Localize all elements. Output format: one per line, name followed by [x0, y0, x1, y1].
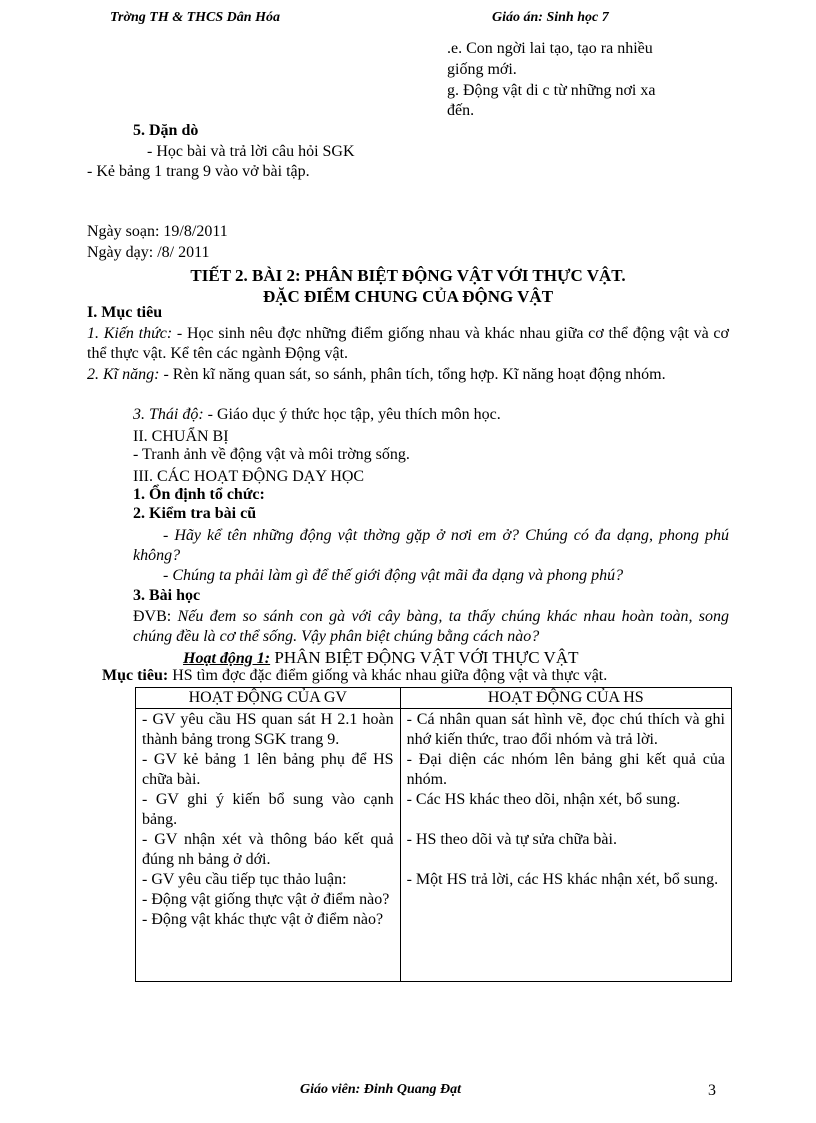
spacer: [407, 810, 725, 830]
hs-item: - Một HS trả lời, các HS khác nhận xét, bổ sung.: [406, 871, 719, 888]
prep-date: Ngày soạn: 19/8/2011: [87, 223, 228, 240]
col-header-gv: HOẠT ĐỘNG CỦA GV: [136, 688, 401, 709]
activities-heading: III. CÁC HOẠT ĐỘNG DẠY HỌC: [133, 468, 365, 485]
activity1-goal: [102, 667, 607, 685]
item-e-line2: giống mới.: [447, 61, 517, 78]
header-subject: Giáo án: Sinh học 7: [492, 10, 609, 25]
item-e-line1: .e. Con ngời lai tạo, tạo ra nhiều: [447, 40, 653, 57]
section-3: 3. Bài học: [133, 587, 201, 604]
footer-teacher: Giáo viên: Đinh Quang Đạt: [300, 1082, 462, 1097]
activity1-label: Hoạt động 1:: [183, 650, 271, 667]
gv-item: - GV kẻ bảng 1 lên bảng phụ để HS chữa bài.: [142, 751, 394, 788]
attitude-paragraph: [133, 406, 501, 424]
dvb-label: ĐVB:: [133, 608, 172, 625]
gv-item: - GV nhận xét và thông báo kết quả đúng nh bảng ở dới.: [142, 831, 394, 868]
table-row: [136, 709, 732, 982]
homework-heading: 5. Dặn dò: [133, 122, 199, 139]
gv-item: - GV yêu cầu tiếp tục thảo luận:: [142, 871, 347, 888]
gv-item: - Động vật giống thực vật ở điểm nào?: [142, 891, 390, 908]
goal-text: HS tìm đợc đặc điểm giống và khác nhau giữa động vật và thực vật.: [168, 667, 608, 684]
intro-paragraph: [133, 607, 729, 647]
review-question-2: - Chúng ta phải làm gì để thế giới động vật mãi đa dạng và phong phú?: [163, 567, 624, 584]
goal-label: Mục tiêu:: [102, 667, 169, 684]
skills-text: - Rèn kĩ năng quan sát, so sánh, phân tích, tổng hợp. Kĩ năng hoạt động nhóm.: [159, 366, 666, 383]
col-header-hs: HOẠT ĐỘNG CỦA HS: [400, 688, 731, 709]
dvb-text: Nếu đem so sánh con gà với cây bàng, ta thấy chúng khác nhau hoàn toàn, song chúng đều là cơ thể sống. Vậy phân biệt chúng bằng cách nào?: [133, 608, 729, 645]
objectives-heading: I. Mục tiêu: [87, 304, 163, 321]
skills-label: 2. Kĩ năng:: [87, 366, 160, 383]
gv-cell: [136, 709, 401, 982]
teach-date: Ngày dạy: /8/ 2011: [87, 244, 210, 261]
hs-item: - HS theo dõi và tự sửa chữa bài.: [406, 831, 617, 848]
gv-item: - Động vật khác thực vật ở điểm nào?: [142, 911, 384, 928]
attitude-text: - Giáo dục ý thức học tập, yêu thích môn học.: [203, 406, 501, 423]
item-g-line2: đến.: [447, 102, 475, 119]
knowledge-text: - Học sinh nêu đợc những điểm giống nhau và khác nhau giữa cơ thể động vật và cơ thể thực vật. Kể tên các ngành Động vật.: [87, 325, 729, 362]
section-1: 1. Ổn định tổ chức:: [133, 486, 265, 503]
spacer: [407, 850, 725, 870]
preparation-heading: II. CHUẨN BỊ: [133, 428, 229, 445]
knowledge-label: 1. Kiến thức:: [87, 325, 173, 342]
attitude-label: 3. Thái độ:: [133, 406, 204, 423]
table-header-row: [136, 688, 732, 709]
hs-item: - Các HS khác theo dõi, nhận xét, bổ sung.: [406, 791, 681, 808]
hs-item: - Cá nhân quan sát hình vẽ, đọc chú thích và ghi nhớ kiến thức, trao đổi nhóm và trả lời.: [406, 711, 725, 748]
preparation-item: - Tranh ảnh về động vật và môi trờng sống.: [133, 446, 410, 463]
hs-cell: [400, 709, 731, 982]
activity-table: [135, 687, 732, 982]
knowledge-paragraph: [87, 324, 729, 364]
gv-item: - GV ghi ý kiến bổ sung vào cạnh bảng.: [142, 791, 394, 828]
lesson-title-line2: ĐẶC ĐIỂM CHUNG CỦA ĐỘNG VẬT: [262, 287, 554, 306]
activity1-heading: [183, 648, 578, 668]
page-number: 3: [708, 1082, 716, 1099]
homework-item-1: - Học bài và trả lời câu hỏi SGK: [147, 143, 355, 160]
item-g-line1: g. Động vật di c từ những nơi xa: [447, 82, 656, 99]
lesson-title-line1: TIẾT 2. BÀI 2: PHÂN BIỆT ĐỘNG VẬT VỚI THỰC VẬT.: [190, 266, 626, 285]
header-school: Trờng TH & THCS Dân Hóa: [110, 10, 280, 25]
section-2: 2. Kiểm tra bài cũ: [133, 505, 257, 522]
skills-paragraph: [87, 365, 729, 385]
homework-item-2: - Kẻ bảng 1 trang 9 vào vở bài tập.: [87, 163, 310, 180]
activity1-title: PHÂN BIỆT ĐỘNG VẬT VỚI THỰC VẬT: [270, 648, 579, 667]
gv-item: - GV yêu cầu HS quan sát H 2.1 hoàn thành bảng trong SGK trang 9.: [142, 711, 394, 748]
review-question-1: - Hãy kể tên những động vật thờng gặp ở nơi em ở? Chúng có đa dạng, phong phú không?: [133, 527, 729, 564]
hs-item: - Đại diện các nhóm lên bảng ghi kết quả của nhóm.: [406, 751, 725, 788]
